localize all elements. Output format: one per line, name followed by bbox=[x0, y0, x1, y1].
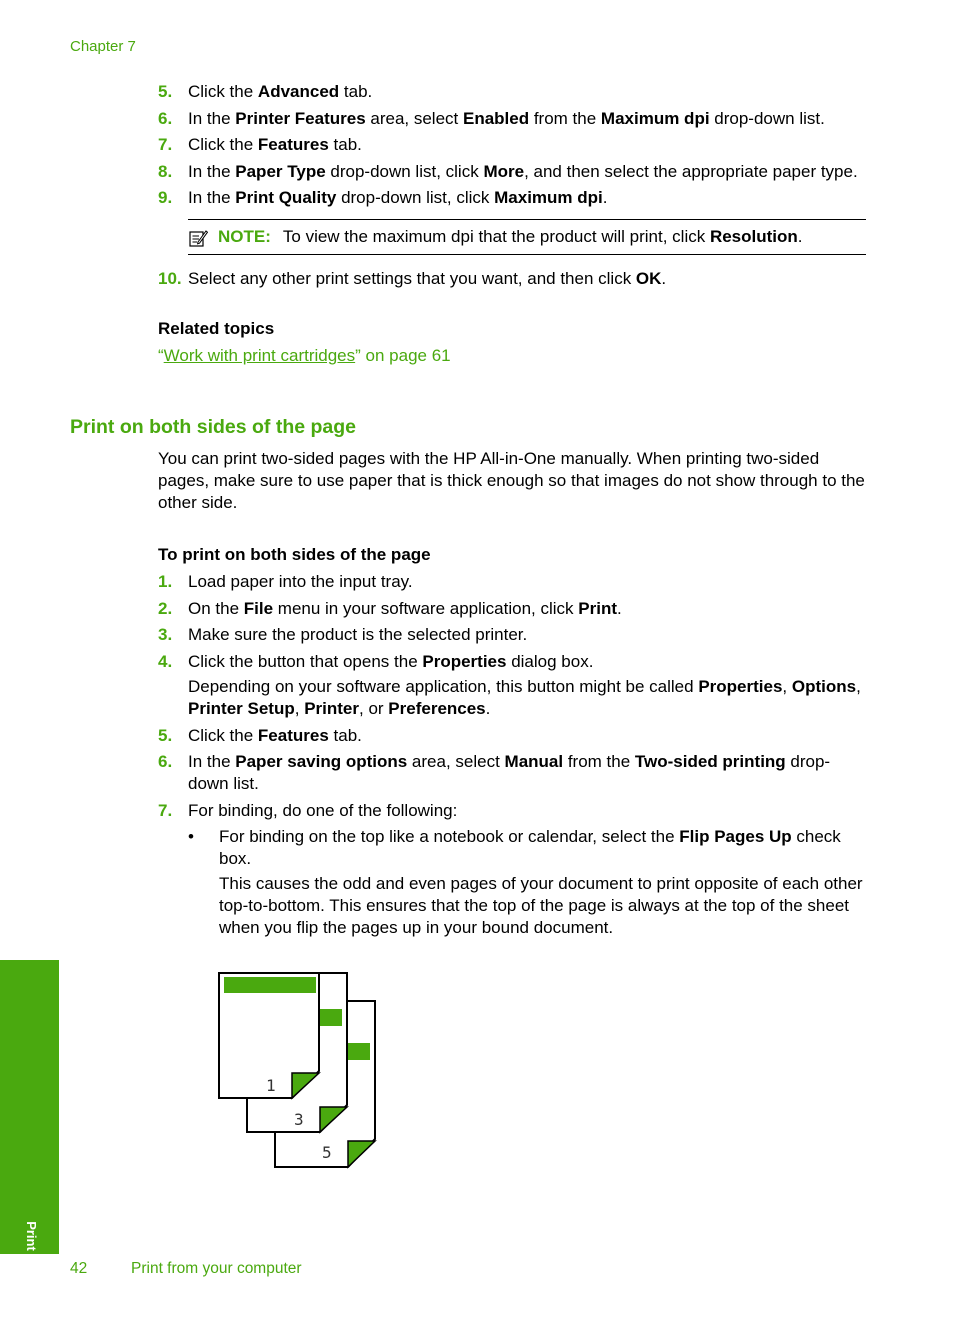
bullet-dot: • bbox=[188, 827, 194, 846]
bold-term: Printer bbox=[304, 699, 359, 718]
step-text: Click the bbox=[188, 135, 258, 154]
step-body bbox=[188, 801, 457, 820]
step-number: 1. bbox=[158, 572, 173, 591]
related-link-rest: ” on page 61 bbox=[355, 346, 451, 365]
step-text: drop-down list. bbox=[188, 752, 831, 793]
bold-term: Enabled bbox=[462, 108, 530, 128]
bold-term: Printer Setup bbox=[188, 699, 295, 718]
bold-term: Features bbox=[257, 725, 329, 745]
step-number: 5. bbox=[158, 82, 173, 101]
page-number-1: 1 bbox=[266, 1076, 276, 1095]
bold-term: Print Quality bbox=[235, 188, 337, 207]
related-topics-title: Related topics bbox=[158, 319, 275, 338]
step-text: tab. bbox=[328, 135, 362, 154]
step-item bbox=[158, 598, 866, 620]
step-item bbox=[158, 81, 866, 103]
step-text: . bbox=[617, 598, 622, 618]
section-body bbox=[158, 448, 866, 943]
step-body bbox=[188, 109, 825, 128]
step-text: , bbox=[856, 677, 861, 696]
step-body bbox=[188, 625, 527, 644]
step-text: For binding on the top like a notebook or calendar, select the bbox=[219, 827, 680, 846]
bold-term: Printer Features bbox=[235, 108, 366, 128]
note-label: NOTE: bbox=[218, 227, 271, 246]
step-text: , bbox=[782, 677, 792, 696]
step-number: 7. bbox=[158, 800, 173, 820]
bold-term: Maximum dpi bbox=[494, 188, 603, 207]
step-text: Depending on your software application, this button might be called bbox=[188, 677, 699, 696]
step-number: 8. bbox=[158, 161, 173, 181]
step-text: Select any other print settings that you want, and then click bbox=[188, 269, 636, 288]
step-body bbox=[188, 752, 830, 793]
step-text: from the bbox=[563, 752, 635, 771]
step-text: Click the bbox=[188, 82, 258, 101]
step-text: , bbox=[294, 699, 305, 718]
step-text: . bbox=[602, 188, 608, 207]
step-number: 6. bbox=[158, 108, 173, 128]
bullet-text bbox=[219, 827, 841, 868]
step-item bbox=[158, 624, 866, 646]
step-subparagraph bbox=[158, 676, 866, 720]
step-number: 4. bbox=[158, 651, 173, 671]
footer-page-number: 42 bbox=[70, 1260, 88, 1277]
step-text: from the bbox=[529, 108, 601, 128]
related-open-quote: “ bbox=[158, 346, 164, 365]
step-text: drop-down list. bbox=[709, 108, 825, 128]
bold-term: Maximum dpi bbox=[600, 108, 710, 128]
step-text: drop-down list, click bbox=[325, 161, 484, 181]
step-text: In the bbox=[188, 161, 236, 181]
step-text: tab. bbox=[328, 725, 362, 745]
side-tab bbox=[0, 960, 59, 1254]
step-text: menu in your software application, click bbox=[273, 598, 579, 618]
page-number-5: 5 bbox=[322, 1143, 332, 1162]
bold-term: Properties bbox=[422, 651, 507, 671]
procedure-title: To print on both sides of the page bbox=[158, 545, 431, 564]
step-item bbox=[158, 268, 866, 290]
step-number: 2. bbox=[158, 598, 173, 618]
bold-term: Print bbox=[578, 598, 617, 618]
step-item bbox=[158, 725, 866, 747]
step-body bbox=[188, 652, 593, 671]
step-text: . bbox=[661, 269, 667, 288]
step-body bbox=[188, 726, 362, 745]
note-bold: Resolution bbox=[709, 227, 798, 246]
bold-term: Two-sided printing bbox=[634, 752, 786, 771]
step-item bbox=[158, 800, 866, 822]
bullet-item bbox=[158, 826, 866, 870]
step-text: tab. bbox=[339, 82, 373, 101]
step-item bbox=[158, 187, 866, 209]
note-text: To view the maximum dpi that the product will print, click bbox=[282, 227, 710, 246]
bold-term: More bbox=[483, 161, 525, 181]
step-number: 5. bbox=[158, 725, 173, 745]
step-item bbox=[158, 161, 866, 183]
step-text: , or bbox=[359, 699, 389, 718]
page-1-sheet bbox=[219, 973, 319, 1098]
step-text: For binding, do one of the following: bbox=[188, 800, 458, 820]
side-tab-label: Print bbox=[24, 1221, 39, 1251]
note-icon bbox=[188, 228, 208, 248]
bold-term: OK bbox=[635, 269, 662, 288]
note-box bbox=[188, 219, 866, 255]
step-item bbox=[158, 571, 866, 593]
flip-pages-figure bbox=[218, 971, 380, 1169]
footer-title: Print from your computer bbox=[131, 1260, 302, 1277]
step-text: check box. bbox=[219, 827, 841, 868]
related-link-text[interactable]: Work with print cartridges bbox=[163, 346, 356, 365]
step-text: On the bbox=[188, 598, 244, 618]
step-text: . bbox=[485, 699, 491, 718]
bold-term: Flip Pages Up bbox=[679, 827, 792, 846]
note-end: . bbox=[797, 227, 803, 246]
step-text: , and then select the appropriate paper type. bbox=[524, 161, 858, 181]
step-number: 7. bbox=[158, 135, 173, 154]
bold-term: Paper Type bbox=[235, 161, 326, 181]
bold-term: Advanced bbox=[257, 82, 340, 101]
step-body bbox=[188, 269, 666, 288]
step-number: 9. bbox=[158, 188, 173, 207]
section-intro: You can print two-sided pages with the HP All-in-One manually. When printing two-sided pages, make sure to use paper that is thick enough so that images do not show through to the other side. bbox=[158, 449, 865, 512]
step-text: dialog box. bbox=[506, 651, 594, 671]
bullet-sub-text: This causes the odd and even pages of your document to print opposite of each other top-to-bottom. This ensures that the top of the page is always at the top of the sheet when you flip the pages up in your bound document. bbox=[219, 874, 863, 937]
related-topic-link[interactable] bbox=[158, 345, 866, 367]
bold-term: Options bbox=[791, 677, 857, 696]
step-text: In the bbox=[188, 188, 236, 207]
bold-term: File bbox=[243, 598, 274, 618]
step-body bbox=[188, 599, 622, 618]
chapter-header: Chapter 7 bbox=[70, 38, 136, 55]
step-body bbox=[188, 188, 607, 207]
steps-bottom-list bbox=[158, 571, 866, 822]
section-title: Print on both sides of the page bbox=[70, 416, 357, 438]
step-text: Make sure the product is the selected printer. bbox=[188, 625, 528, 644]
step-item bbox=[158, 651, 866, 673]
step-text: drop-down list, click bbox=[336, 188, 495, 207]
step-text: In the bbox=[188, 752, 236, 771]
step-body bbox=[188, 82, 372, 101]
step-text: area, select bbox=[365, 108, 463, 128]
step-text: Click the bbox=[188, 725, 258, 745]
step-body bbox=[188, 162, 858, 181]
step-text: Load paper into the input tray. bbox=[188, 572, 413, 591]
bold-term: Manual bbox=[504, 752, 564, 771]
step-body bbox=[188, 572, 413, 591]
steps-top bbox=[158, 81, 866, 367]
step-10 bbox=[158, 268, 866, 290]
bold-term: Paper saving options bbox=[235, 752, 408, 771]
step-text: Click the button that opens the bbox=[188, 651, 423, 671]
step-text: area, select bbox=[407, 752, 505, 771]
step-text: In the bbox=[188, 108, 236, 128]
step-item bbox=[158, 751, 866, 795]
step-item bbox=[158, 134, 866, 156]
step-number: 3. bbox=[158, 625, 173, 644]
steps-top-list bbox=[158, 81, 866, 209]
bold-term: Preferences bbox=[388, 699, 486, 718]
bold-term: Features bbox=[257, 135, 329, 154]
bold-term: Properties bbox=[698, 677, 783, 696]
step-number: 6. bbox=[158, 752, 173, 771]
page-number-3: 3 bbox=[294, 1110, 304, 1129]
step-item bbox=[158, 108, 866, 130]
step-number: 10. bbox=[158, 269, 182, 288]
step-body bbox=[188, 135, 362, 154]
